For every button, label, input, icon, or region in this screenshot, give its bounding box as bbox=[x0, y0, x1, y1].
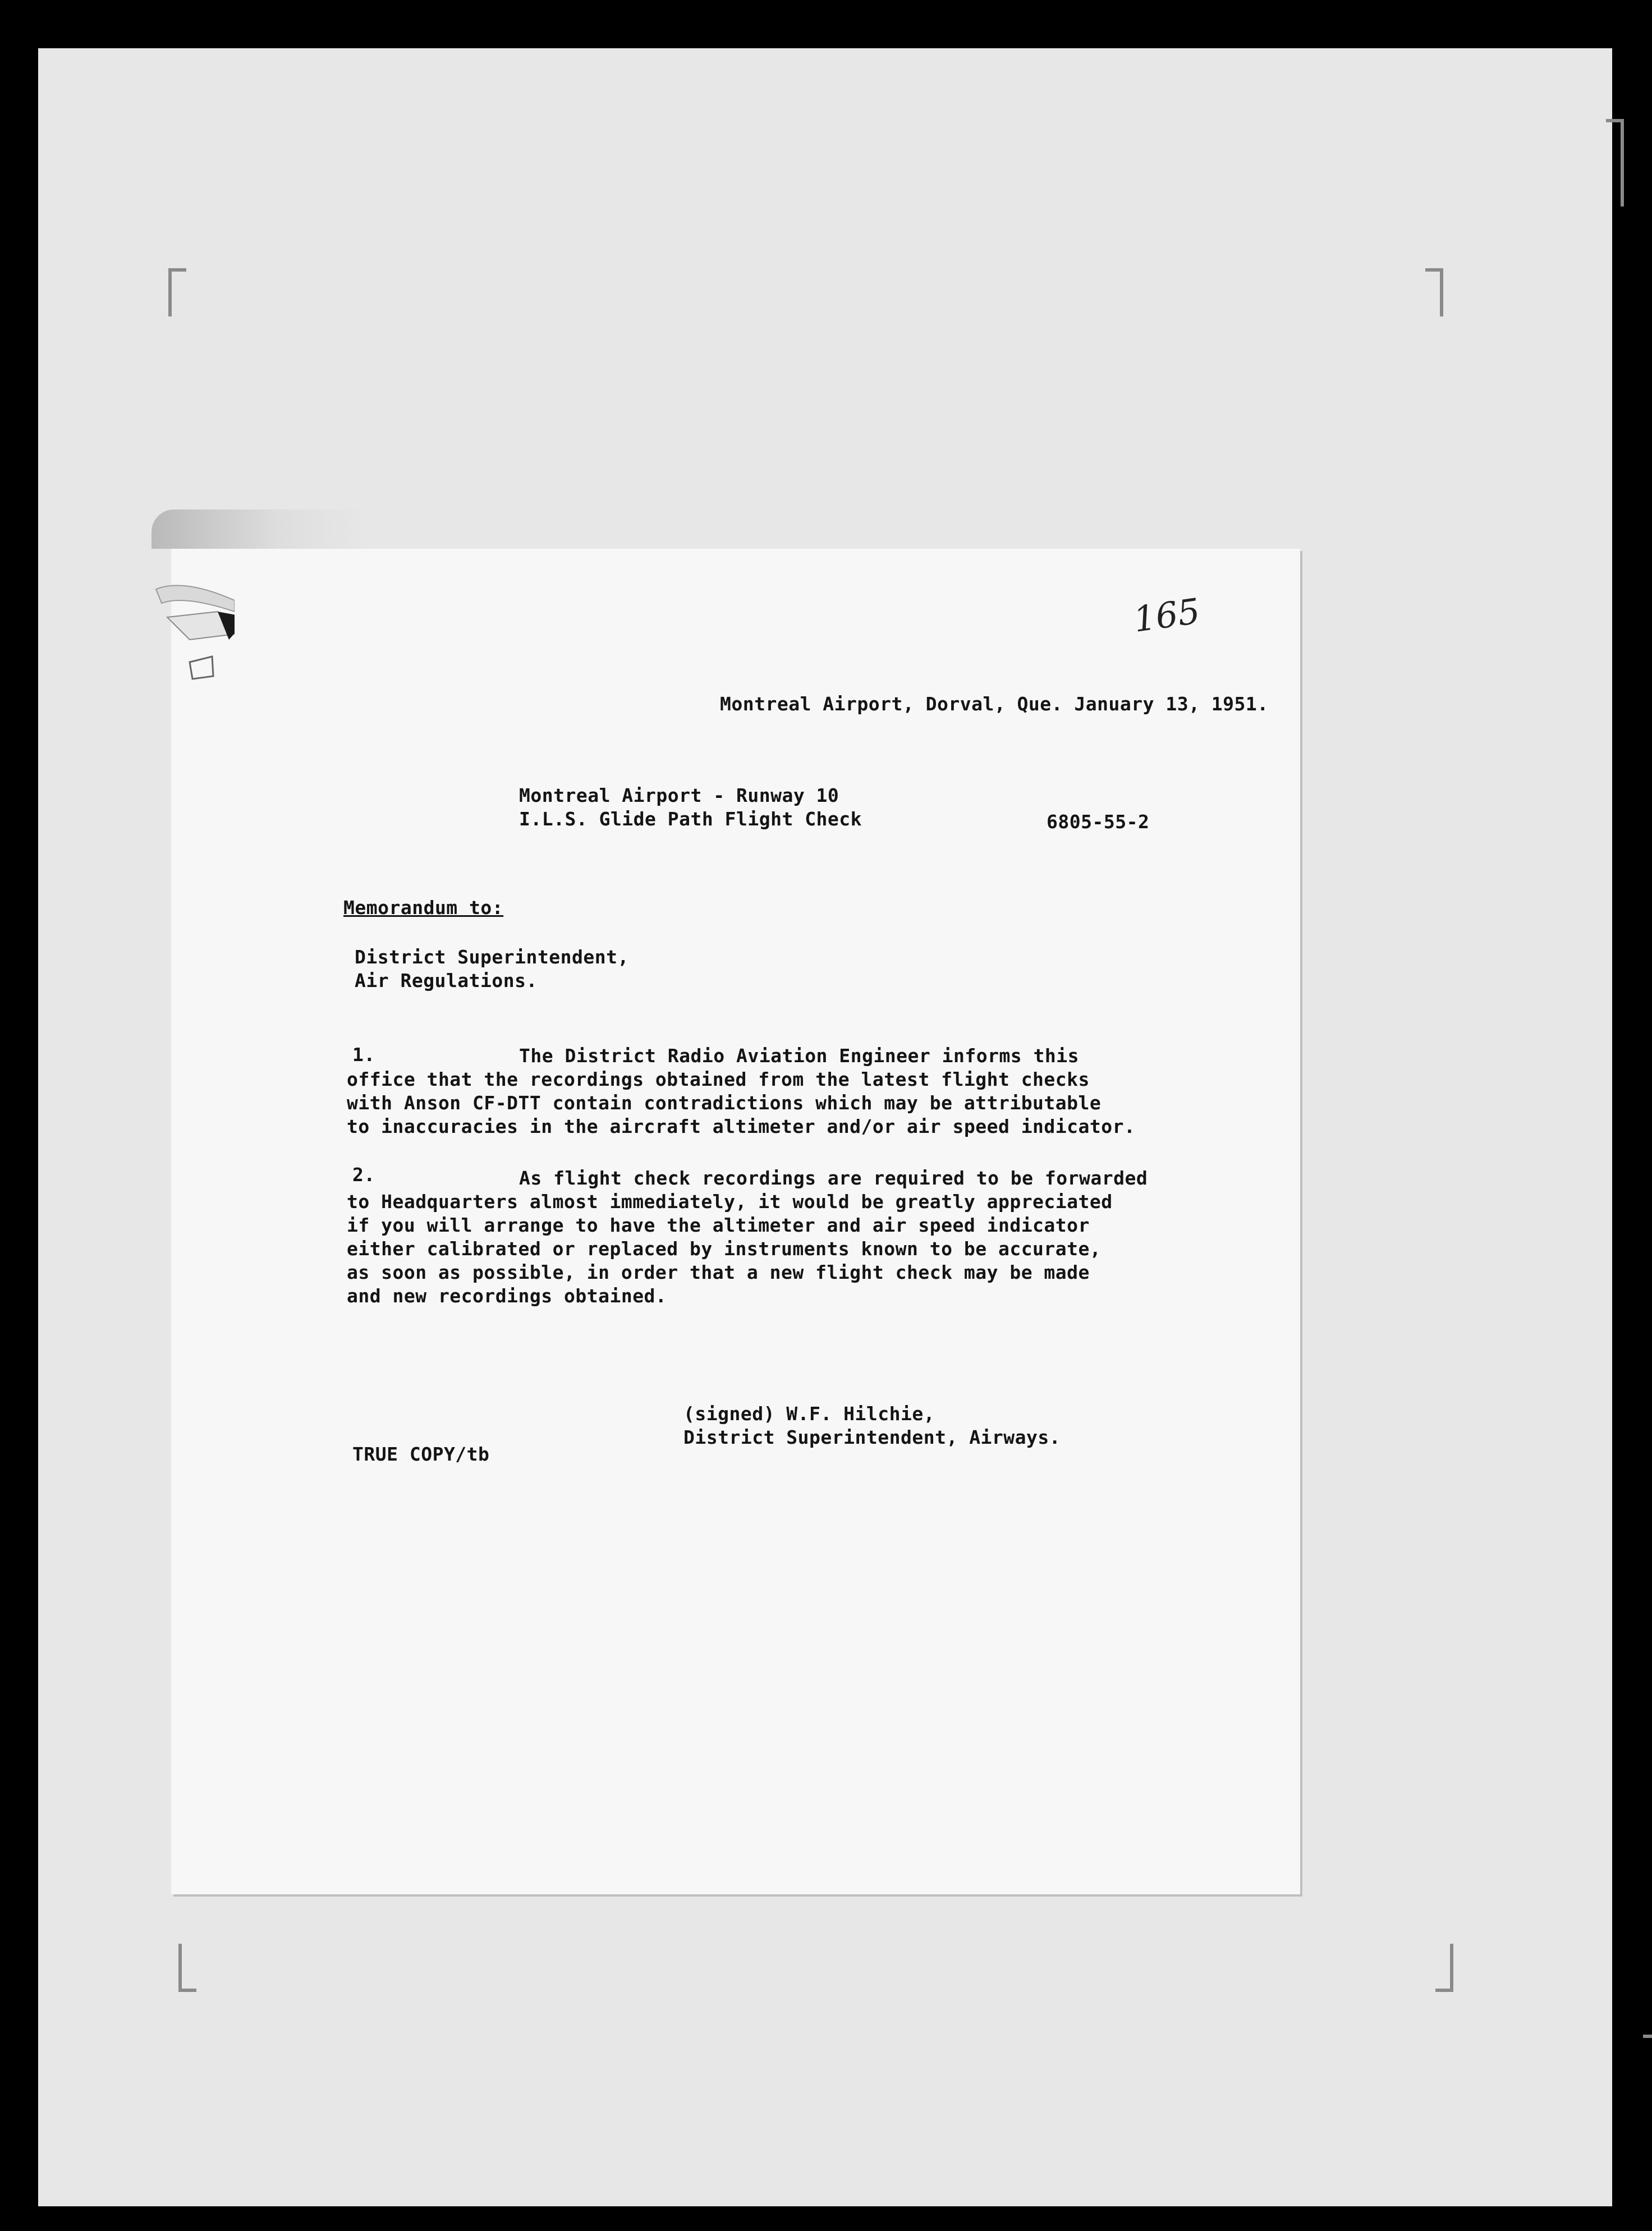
paragraph-2-number: 2. bbox=[352, 1164, 375, 1186]
crop-mark bbox=[1425, 268, 1443, 316]
file-number: 6805-55-2 bbox=[1047, 811, 1150, 833]
crop-mark bbox=[168, 268, 186, 316]
signature-line-2: District Superintendent, Airways. bbox=[683, 1426, 1061, 1448]
paragraph-2-line: as soon as possible, in order that a new flight check may be made bbox=[347, 1261, 1090, 1283]
dateline: Montreal Airport, Dorval, Que. January 13, 1951. bbox=[720, 693, 1269, 715]
addressee-line-2: Air Regulations. bbox=[355, 970, 538, 991]
memo-heading: Memorandum to: bbox=[343, 897, 504, 919]
crop-mark bbox=[1435, 1944, 1453, 1992]
true-copy-note: TRUE COPY/tb bbox=[352, 1443, 490, 1465]
paragraph-2-line: and new recordings obtained. bbox=[347, 1285, 667, 1307]
paragraph-2-line: either calibrated or replaced by instruments known to be accurate, bbox=[347, 1238, 1102, 1260]
handwritten-page-number: 165 bbox=[1131, 590, 1203, 640]
subject-line-1: Montreal Airport - Runway 10 bbox=[519, 784, 839, 806]
paragraph-1-line: The District Radio Aviation Engineer informs this bbox=[519, 1045, 1080, 1067]
crop-mark bbox=[178, 1944, 196, 1992]
signature-line-1: (signed) W.F. Hilchie, bbox=[683, 1403, 935, 1425]
paragraph-2-line: As flight check recordings are required to be forwarded bbox=[519, 1167, 1148, 1189]
paragraph-1-number: 1. bbox=[352, 1044, 375, 1066]
crop-mark bbox=[1643, 1956, 1652, 2038]
paper-clip-icon bbox=[150, 578, 235, 685]
paragraph-1-line: office that the recordings obtained from the latest flight checks bbox=[347, 1068, 1090, 1090]
crop-mark bbox=[1606, 119, 1624, 206]
paragraph-1-line: with Anson CF-DTT contain contradictions which may be attributable bbox=[347, 1092, 1102, 1114]
subject-line-2: I.L.S. Glide Path Flight Check bbox=[519, 808, 862, 830]
paragraph-2-line: to Headquarters almost immediately, it would be greatly appreciated bbox=[347, 1191, 1113, 1213]
paragraph-2-line: if you will arrange to have the altimeter and air speed indicator bbox=[347, 1214, 1090, 1236]
paragraph-1-line: to inaccuracies in the aircraft altimeter and/or air speed indicator. bbox=[347, 1116, 1136, 1137]
page-tab-shadow bbox=[152, 509, 365, 549]
addressee-line-1: District Superintendent, bbox=[355, 946, 629, 968]
